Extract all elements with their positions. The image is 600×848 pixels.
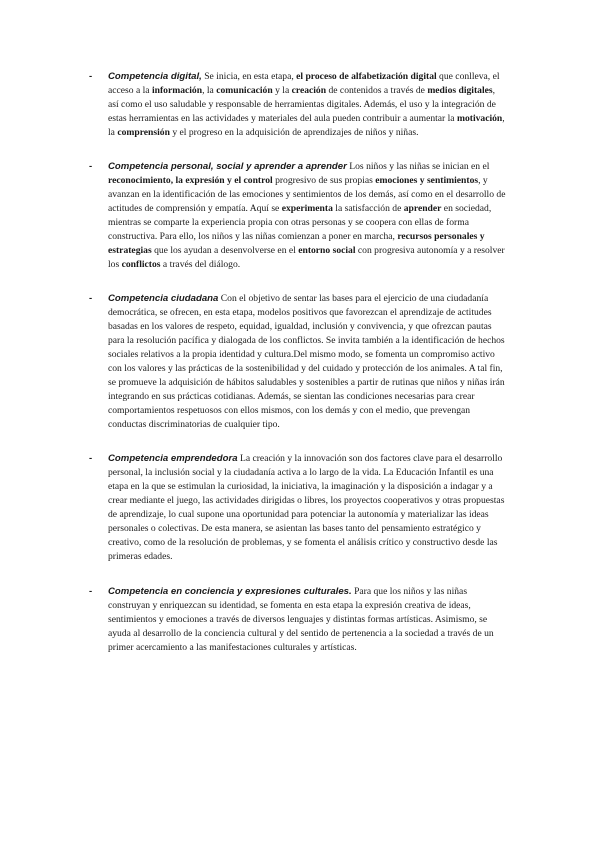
bold-term: emociones y sentimientos: [375, 175, 479, 186]
bold-term: experimenta: [281, 203, 333, 214]
bold-term: aprender: [403, 203, 442, 214]
bold-term: entorno social: [298, 245, 356, 256]
body-text: , así como el uso saludable y responsable de herramientas digitales. Además, el uso y la integración de estas herramientas en las actividades y materiales del aula pueden contribuir a aumentar la: [108, 85, 496, 124]
body-text: , la: [202, 85, 217, 96]
competence-body: [108, 293, 505, 430]
competence-title: Competencia digital,: [108, 71, 202, 82]
competence-paragraph: [108, 70, 508, 140]
body-text: progresivo de sus propias: [272, 175, 376, 186]
body-text: , la: [108, 113, 505, 138]
bold-term: comprensión: [117, 127, 170, 138]
competence-item-emprendedora: [89, 452, 508, 564]
bold-term: recursos personales y estrategias: [108, 231, 485, 256]
body-text: la satisfacción de: [332, 203, 404, 214]
body-text: , y avanzan en la identificación de las emociones y sentimientos de los demás, así como en el desarrollo de actitudes de comprensión y empatía. Aquí se: [108, 175, 506, 214]
bullet-marker: -: [89, 161, 93, 172]
competence-title: Competencia ciudadana: [108, 293, 219, 304]
competence-title: Competencia personal, social y aprender a aprender: [108, 161, 347, 172]
body-text: que conlleva, el acceso a la: [108, 71, 500, 96]
body-text: con progresiva autonomía y a resolver los: [108, 245, 505, 270]
bold-term: el proceso de alfabetización digital: [296, 71, 437, 82]
body-text: Los niños y las niñas se inician en el: [346, 161, 490, 172]
body-text: Se inicia, en esta etapa,: [201, 71, 297, 82]
body-text: que los ayudan a desenvolverse en el: [151, 245, 299, 256]
body-text: de contenidos a través de: [326, 85, 428, 96]
bullet-marker: -: [89, 293, 93, 304]
body-text: y el progreso en la adquisición de aprendizajes de niños y niñas.: [169, 127, 419, 138]
competence-paragraph: [108, 585, 508, 655]
competence-item-personal-social: [89, 160, 508, 272]
body-text: en sociedad, mientras se comparte la experiencia propia con otras personas y se coopera con ellas de forma constructiva. Para ello, los niños y las niñas comienzan a poner en marcha,: [108, 203, 492, 242]
competence-title: Competencia emprendedora: [108, 453, 238, 464]
bold-term: conflictos: [121, 259, 161, 270]
bold-term: medios digitales: [427, 85, 493, 96]
body-text: Con el objetivo de sentar las bases para el ejercicio de una ciudadanía democrática, se ofrecen, en esta etapa, modelos positivos que favorezcan el aprendizaje de actitudes basadas en los valores de respeto, equidad, igualdad, inclusión y convivencia, y que ofrezcan pautas para la resolución pacífica y dialogada de los conflictos. Se invita también a la identificación de hechos sociales relativos a la propia identidad y cultura.Del mismo modo, se fomenta un compromiso activo con los valores y las prácticas de la sostenibilidad y del cuidado y protección de los animales. A tal fin, se promueve la adquisición de hábitos saludables y sostenibles a partir de rutinas que niños y niñas irán integrando en sus prácticas cotidianas. Además, se sientan las condiciones necesarias para crear comportamientos respetuosos con ellos mismos, con los demás y con el medio, que prevengan conductas discriminatorias de cualquier tipo.: [108, 293, 505, 430]
competence-paragraph: [108, 452, 508, 564]
bold-term: creación: [291, 85, 327, 96]
competence-body: [108, 453, 504, 562]
competence-paragraph: [108, 160, 508, 272]
competence-title: Competencia en conciencia y expresiones culturales.: [108, 586, 352, 597]
bold-term: reconocimiento, la expresión y el control: [108, 175, 273, 186]
competence-item-cultural: [89, 585, 508, 655]
bold-term: información: [151, 85, 203, 96]
bullet-marker: -: [89, 586, 93, 597]
body-text: y la: [272, 85, 292, 96]
body-text: La creación y la innovación son dos factores clave para el desarrollo personal, la inclusión social y la ciudadanía activa a lo largo de la vida. La Educación Infantil es una etapa en la que se estimulan la curiosidad, la iniciativa, la imaginación y la disposición a indagar y a crear mediante el juego, las actividades dirigidas o libres, los proyectos cooperativos y otras propuestas de aprendizaje, lo cual supone una oportunidad para potenciar la autonomía y materializar las ideas personales o colectivas. De esta manera, se asientan las bases tanto del pensamiento estratégico y creativo, como de la resolución de problemas, y se fomenta el análisis crítico y constructivo desde las primeras edades.: [108, 453, 505, 562]
competence-item-digital: [89, 70, 508, 140]
bold-term: motivación: [456, 113, 503, 124]
bold-term: comunicación: [216, 85, 273, 96]
bullet-marker: -: [89, 71, 93, 82]
bullet-marker: -: [89, 453, 93, 464]
competence-body: [108, 161, 505, 270]
body-text: a través del diálogo.: [160, 259, 241, 270]
competence-paragraph: [108, 292, 508, 432]
competence-item-ciudadana: [89, 292, 508, 432]
body-text: Para que los niños y las niñas construyan y enriquezcan su identidad, se fomenta en esta etapa la expresión creativa de ideas, sentimientos y emociones a través de diversos lenguajes y distintas formas artísticas. Asimismo, se ayuda al desarrollo de la conciencia cultural y del sentido de pertenencia a la sociedad a través de un primer acercamiento a las manifestaciones culturales y artísticas.: [108, 586, 494, 653]
